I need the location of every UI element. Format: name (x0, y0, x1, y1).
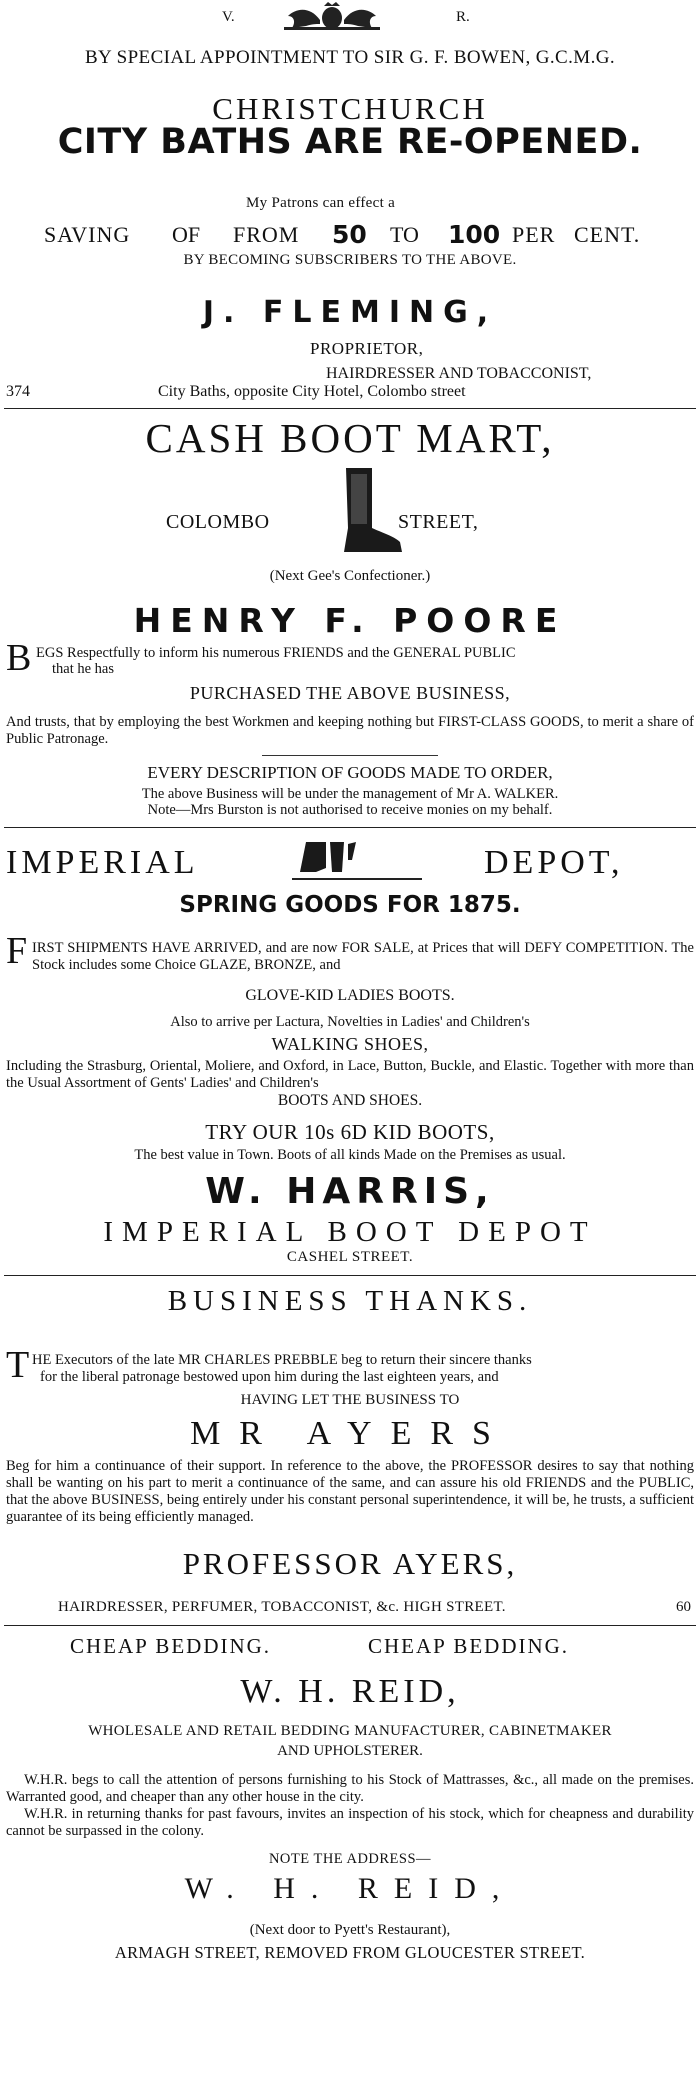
glove-kid-line: GLOVE-KID LADIES BOOTS. (245, 987, 455, 1004)
having-let-line: HAVING LET THE BUSINESS TO (240, 1392, 460, 1408)
fleming-trade: HAIRDRESSER AND TOBACCONIST, (326, 365, 592, 382)
reid-trade-line1: WHOLESALE AND RETAIL BEDDING MANUFACTURER, CABINETMAKER (88, 1723, 612, 1739)
ayers-trades: HAIRDRESSER, PERFUMER, TOBACCONIST, &c. HIGH STREET. (58, 1599, 506, 1615)
divider-rule (4, 1625, 696, 1626)
crest-right-letter: R. (456, 9, 470, 25)
cent-word: CENT. (574, 222, 641, 247)
to-word: TO (390, 222, 419, 247)
street-word: STREET, (398, 511, 479, 533)
first-drop-cap: F (6, 930, 28, 972)
professor-ayers-name: PROFESSOR AYERS, (182, 1546, 518, 1581)
next-gees-line: (Next Gee's Confectioner.) (269, 568, 431, 584)
fleming-address: City Baths, opposite City Hotel, Colombo street (158, 383, 466, 400)
reid-name-address: W. H. REID, (184, 1872, 516, 1905)
short-rule (262, 755, 438, 756)
proprietor-label: PROPRIETOR, (310, 339, 424, 358)
royal-arms-icon (272, 2, 392, 32)
ad-ref-60: 60 (676, 1599, 691, 1615)
mr-ayers-heading: MR AYERS (190, 1415, 510, 1452)
harris-name: W. HARRIS, (205, 1171, 495, 1212)
saving-fifty: 50 (332, 220, 367, 249)
reid-trade-line2: AND UPHOLSTERER. (277, 1743, 423, 1759)
begs-line: EGS Respectfully to inform his numerous FRIENDS and the GENERAL PUBLIC (36, 645, 516, 661)
cheap-bedding-left: CHEAP BEDDING. (70, 1634, 272, 1658)
the-drop-cap: T (6, 1344, 30, 1386)
reid-name: W. H. REID, (240, 1673, 460, 1710)
boot-icon (342, 466, 404, 556)
imperial-title-left: IMPERIAL (6, 844, 199, 881)
shipments-paragraph: IRST SHIPMENTS HAVE ARRIVED, and are now FOR SALE, at Prices that will DEFY COMPETITION. The Stock includes some Choice GLAZE, BRONZE, and (32, 940, 694, 973)
cashel-street: CASHEL STREET. (286, 1249, 414, 1265)
ad-ref-374: 374 (6, 383, 30, 400)
boot-emblem-icon (292, 838, 422, 882)
crest-left-letter: V. (222, 9, 235, 25)
saving-hundred: 100 (448, 220, 501, 249)
divider-rule (4, 1275, 696, 1276)
best-value-line: The best value in Town. Boots of all kinds Made on the Premises as usual. (134, 1147, 566, 1163)
walking-shoes-line: WALKING SHOES, (271, 1034, 429, 1054)
burston-note: Note—Mrs Burston is not authorised to receive monies on my behalf. (147, 802, 553, 818)
fleming-name: J. FLEMING, (202, 295, 498, 330)
trusts-paragraph: And trusts, that by employing the best Workmen and keeping nothing but FIRST-CLASS GOODS, to merit a share of Public Patronage. (6, 714, 694, 747)
mattrasses-paragraph: W.H.R. begs to call the attention of persons furnishing to his Stock of Mattrasses, &c., all made on the premises. Warranted good, and cheaper than any other house in the city. (6, 1772, 694, 1805)
saving-word: SAVING (44, 222, 131, 247)
kid-boots-line: TRY OUR 10s 6D KID BOOTS, (205, 1120, 495, 1144)
boots-and-shoes-line: BOOTS AND SHOES. (277, 1092, 423, 1109)
armagh-street-line: ARMAGH STREET, REMOVED FROM GLOUCESTER STREET. (114, 1943, 586, 1962)
patrons-line: My Patrons can effect a (246, 195, 396, 211)
begs-line-cont: that he has (52, 661, 115, 677)
divider-rule (4, 408, 696, 409)
thanks-paragraph: W.H.R. in returning thanks for past favours, invites an inspection of his stock, which for cheapness and durability cannot be surpassed in the colony. (6, 1806, 694, 1839)
colombo-word: COLOMBO (166, 511, 270, 533)
continuance-paragraph: Beg for him a continuance of their support. In reference to the above, the PROFESSOR desires to say that nothing shall be wanting on his part to merit a continuance of the same, and can assure his old FRIENDS and the PUBLIC, that the above BUSINESS, being entirely under his constant personal superintendence, it will be, he trusts, a sufficient guarantee of its being efficiently managed. (6, 1458, 694, 1525)
from-word: FROM (233, 222, 300, 247)
spring-goods-line: SPRING GOODS FOR 1875. (179, 892, 521, 918)
divider-rule (4, 827, 696, 828)
begs-drop-cap: B (6, 637, 32, 679)
cheap-bedding-right: CHEAP BEDDING. (368, 1634, 570, 1658)
depot-title-right: DEPOT, (484, 844, 624, 881)
purchased-line: PURCHASED THE ABOVE BUSINESS, (189, 683, 511, 703)
manager-line: The above Business will be under the management of Mr A. WALKER. (141, 786, 559, 802)
per-word: PER (512, 222, 556, 247)
every-description-line: EVERY DESCRIPTION OF GOODS MADE TO ORDER, (147, 763, 553, 782)
baths-title-city: CHRISTCHURCH (212, 91, 488, 126)
baths-title-reopened: CITY BATHS ARE RE-OPENED. (57, 122, 643, 162)
executors-line-cont: for the liberal patronage bestowed upon him during the last eighteen years, and (40, 1369, 499, 1385)
business-thanks-title: BUSINESS THANKS. (167, 1285, 533, 1317)
of-word: OF (172, 222, 201, 247)
appointment-line: BY SPECIAL APPOINTMENT TO SIR G. F. BOWEN, G.C.M.G. (84, 47, 615, 68)
executors-line: HE Executors of the late MR CHARLES PREBBLE beg to return their sincere thanks (32, 1352, 532, 1368)
subscribers-line: BY BECOMING SUBSCRIBERS TO THE ABOVE. (183, 252, 517, 268)
arrive-line: Also to arrive per Lactura, Novelties in Ladies' and Children's (170, 1014, 530, 1030)
next-pyetts-line: (Next door to Pyett's Restaurant), (249, 1922, 451, 1938)
note-address-line: NOTE THE ADDRESS— (268, 1851, 432, 1867)
strasburg-paragraph: Including the Strasburg, Oriental, Moliere, and Oxford, in Lace, Button, Buckle, and Elastic. Together with more than the Usual Assortment of Gents' Ladies' and Children's (6, 1058, 694, 1091)
cash-boot-mart-title: CASH BOOT MART, (145, 415, 555, 461)
imperial-boot-depot: IMPERIAL BOOT DEPOT (103, 1216, 597, 1248)
henry-poore-name: HENRY F. POORE (133, 601, 567, 640)
